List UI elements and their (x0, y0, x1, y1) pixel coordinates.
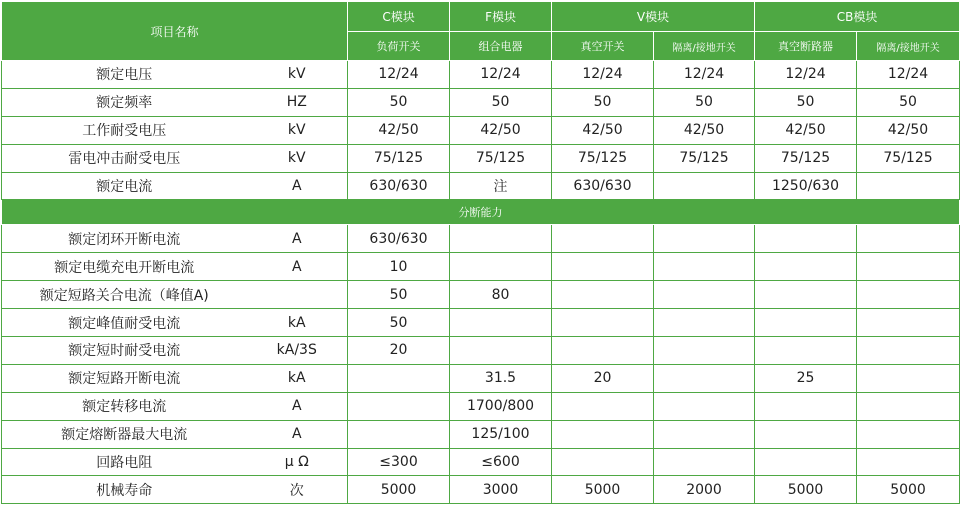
value-cell (857, 172, 960, 200)
module-f-header: F模块 (450, 2, 552, 32)
value-cell: 50 (348, 281, 450, 309)
value-cell (348, 392, 450, 420)
value-cell: 25 (755, 364, 857, 392)
value-cell (654, 253, 755, 281)
value-cell (755, 225, 857, 253)
table-row (2, 253, 960, 281)
value-cell: 42/50 (654, 116, 755, 144)
param-unit: A (247, 420, 348, 448)
value-cell: 50 (348, 309, 450, 337)
value-cell: 50 (348, 88, 450, 116)
param-unit: A (247, 392, 348, 420)
value-cell (450, 337, 552, 365)
param-name: 额定峰值耐受电流 (2, 309, 247, 337)
param-name: 回路电阻 (2, 448, 247, 476)
value-cell: 12/24 (450, 61, 552, 89)
param-name: 机械寿命 (2, 476, 247, 504)
param-unit: 次 (247, 476, 348, 504)
table-row (2, 392, 960, 420)
value-cell: 5000 (857, 476, 960, 504)
spec-table (1, 1, 960, 504)
value-cell: 5000 (348, 476, 450, 504)
value-cell: 50 (552, 88, 654, 116)
value-cell (857, 253, 960, 281)
param-unit (247, 281, 348, 309)
value-cell (654, 309, 755, 337)
value-cell: 5000 (755, 476, 857, 504)
module-c-header: C模块 (348, 2, 450, 32)
value-cell (450, 309, 552, 337)
param-unit: kA (247, 309, 348, 337)
value-cell (654, 337, 755, 365)
value-cell (654, 364, 755, 392)
value-cell: 10 (348, 253, 450, 281)
value-cell (450, 225, 552, 253)
value-cell (857, 448, 960, 476)
value-cell (857, 420, 960, 448)
value-cell: 42/50 (857, 116, 960, 144)
value-cell: 12/24 (552, 61, 654, 89)
value-cell (552, 420, 654, 448)
value-cell (654, 420, 755, 448)
param-unit: A (247, 225, 348, 253)
value-cell (552, 281, 654, 309)
sub-header-load-switch: 负荷开关 (348, 32, 450, 61)
table-row (2, 281, 960, 309)
param-unit: kA (247, 364, 348, 392)
table-row (2, 172, 960, 200)
value-cell (755, 420, 857, 448)
param-name: 额定频率 (2, 88, 247, 116)
param-unit: HZ (247, 88, 348, 116)
param-name: 雷电冲击耐受电压 (2, 144, 247, 172)
value-cell (857, 225, 960, 253)
param-unit: A (247, 253, 348, 281)
module-v-header: V模块 (552, 2, 755, 32)
value-cell (552, 253, 654, 281)
param-name: 额定电压 (2, 61, 247, 89)
value-cell (552, 309, 654, 337)
value-cell: 50 (654, 88, 755, 116)
sub-header-vacuum-breaker: 真空断路器 (755, 32, 857, 61)
table-row (2, 309, 960, 337)
param-name: 额定闭环开断电流 (2, 225, 247, 253)
table-row (2, 420, 960, 448)
value-cell: 42/50 (755, 116, 857, 144)
value-cell: 75/125 (755, 144, 857, 172)
value-cell: 50 (450, 88, 552, 116)
value-cell: 50 (857, 88, 960, 116)
value-cell (857, 337, 960, 365)
value-cell: 630/630 (348, 225, 450, 253)
value-cell: 630/630 (348, 172, 450, 200)
value-cell (552, 337, 654, 365)
value-cell: ≤600 (450, 448, 552, 476)
value-cell (552, 225, 654, 253)
value-cell: 75/125 (450, 144, 552, 172)
value-cell (857, 392, 960, 420)
value-cell: 42/50 (450, 116, 552, 144)
value-cell (654, 448, 755, 476)
value-cell: 75/125 (654, 144, 755, 172)
value-cell (654, 172, 755, 200)
value-cell: 50 (755, 88, 857, 116)
value-cell (755, 253, 857, 281)
module-cb-header: CB模块 (755, 2, 960, 32)
value-cell: 1250/630 (755, 172, 857, 200)
value-cell (450, 253, 552, 281)
param-name: 额定电流 (2, 172, 247, 200)
value-cell: ≤300 (348, 448, 450, 476)
value-cell: 20 (552, 364, 654, 392)
param-name: 额定熔断器最大电流 (2, 420, 247, 448)
value-cell (348, 420, 450, 448)
value-cell: 125/100 (450, 420, 552, 448)
value-cell (755, 309, 857, 337)
value-cell (857, 309, 960, 337)
value-cell: 42/50 (348, 116, 450, 144)
table-row (2, 144, 960, 172)
table-row (2, 116, 960, 144)
value-cell: 1700/800 (450, 392, 552, 420)
sub-header-isolation-earth-cb: 隔离/接地开关 (857, 32, 960, 61)
value-cell: 75/125 (552, 144, 654, 172)
param-unit: kV (247, 116, 348, 144)
value-cell: 12/24 (857, 61, 960, 89)
param-name: 额定短路开断电流 (2, 364, 247, 392)
param-name: 额定短时耐受电流 (2, 337, 247, 365)
value-cell (654, 392, 755, 420)
value-cell (755, 448, 857, 476)
value-cell: 注 (450, 172, 552, 200)
value-cell (654, 281, 755, 309)
value-cell: 630/630 (552, 172, 654, 200)
value-cell: 75/125 (857, 144, 960, 172)
value-cell: 12/24 (348, 61, 450, 89)
value-cell (552, 448, 654, 476)
param-name: 额定电缆充电开断电流 (2, 253, 247, 281)
value-cell (755, 281, 857, 309)
sub-header-isolation-earth-v: 隔离/接地开关 (654, 32, 755, 61)
value-cell (755, 337, 857, 365)
table-row (2, 88, 960, 116)
value-cell: 42/50 (552, 116, 654, 144)
table-row (2, 337, 960, 365)
table-row (2, 448, 960, 476)
value-cell (755, 392, 857, 420)
value-cell: 31.5 (450, 364, 552, 392)
param-unit: kA/3S (247, 337, 348, 365)
param-unit: kV (247, 144, 348, 172)
param-unit: μ Ω (247, 448, 348, 476)
value-cell (857, 281, 960, 309)
sub-header-vacuum-switch: 真空开关 (552, 32, 654, 61)
param-name: 额定短路关合电流（峰值A) (2, 281, 247, 309)
section-breaking-capacity: 分断能力 (2, 200, 960, 225)
table-row (2, 364, 960, 392)
param-unit: A (247, 172, 348, 200)
value-cell: 5000 (552, 476, 654, 504)
item-name-header: 项目名称 (2, 2, 348, 61)
value-cell: 75/125 (348, 144, 450, 172)
table-row (2, 225, 960, 253)
value-cell (348, 364, 450, 392)
value-cell (552, 392, 654, 420)
param-name: 工作耐受电压 (2, 116, 247, 144)
value-cell: 12/24 (654, 61, 755, 89)
value-cell: 2000 (654, 476, 755, 504)
value-cell: 12/24 (755, 61, 857, 89)
value-cell (654, 225, 755, 253)
value-cell: 3000 (450, 476, 552, 504)
value-cell (857, 364, 960, 392)
sub-header-combination: 组合电器 (450, 32, 552, 61)
value-cell: 80 (450, 281, 552, 309)
table-row (2, 476, 960, 504)
param-unit: kV (247, 61, 348, 89)
param-name: 额定转移电流 (2, 392, 247, 420)
value-cell: 20 (348, 337, 450, 365)
table-row (2, 61, 960, 89)
